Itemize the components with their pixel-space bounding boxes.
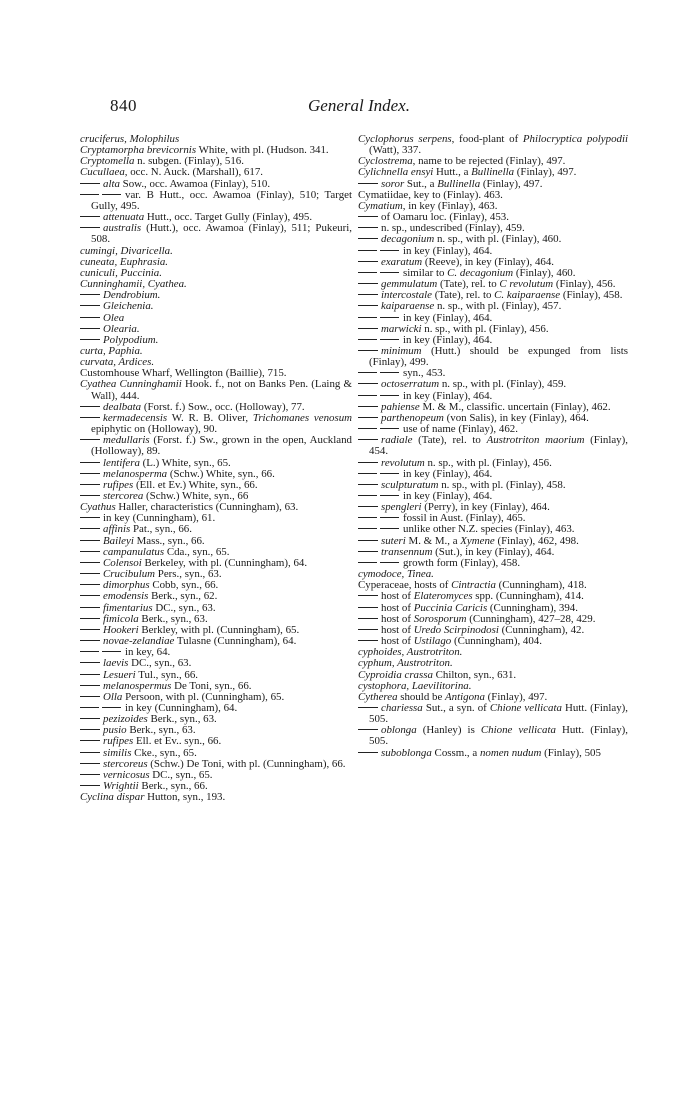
index-entry: host of Sorosporum (Cunningham), 427–28, 429.: [358, 614, 628, 625]
index-entry: Colensoi Berkeley, with pl. (Cunningham), 64.: [80, 558, 352, 569]
index-entry: melanospermus De Toni, syn., 66.: [80, 681, 352, 692]
index-entry: similis Cke., syn., 65.: [80, 748, 352, 759]
index-entry: emodensis Berk., syn., 62.: [80, 591, 352, 602]
index-entry: affinis Pat., syn., 66.: [80, 524, 352, 535]
index-entry: in key (Finlay), 464.: [358, 491, 628, 502]
index-entry: in key (Finlay), 464.: [358, 246, 628, 257]
index-entry: alta Sow., occ. Awamoa (Finlay), 510.: [80, 179, 352, 190]
index-entry: cuneata, Euphrasia.: [80, 255, 169, 268]
index-entry: Cyathus Haller, characteristics (Cunningham), 63.: [80, 501, 299, 514]
index-entry: cymodoce, Tinea.: [358, 568, 434, 581]
index-entry: stercorea (Schw.) White, syn., 66: [80, 491, 352, 502]
index-entry: gemmulatum (Tate), rel. to C revolutum (Finlay), 456.: [358, 279, 628, 290]
index-entry: sculpturatum n. sp., with pl. (Finlay), 458.: [358, 480, 628, 491]
index-entry: Cyproidia crassa Chilton, syn., 631.: [358, 668, 517, 681]
index-entry: Cyathea Cunninghamii Hook. f., not on Banks Pen. (Laing & Wall), 444.: [80, 378, 353, 402]
index-entry: host of Elateromyces spp. (Cunningham), 414.: [358, 591, 628, 602]
index-entry: rufipes Ell. et Ev.. syn., 66.: [80, 736, 352, 747]
index-entry: radiale (Tate), rel. to Austrotriton maorium (Finlay), 454.: [358, 435, 628, 457]
index-entry: use of name (Finlay), 462.: [358, 424, 628, 435]
index-entry: medullaris (Forst. f.) Sw., grown in the open, Auckland (Holloway), 89.: [80, 435, 352, 457]
index-entry: var. B Hutt., occ. Awamoa (Finlay), 510; Target Gully, 495.: [80, 190, 352, 212]
index-entry: Olearia.: [80, 324, 352, 335]
index-entry: fimentarius DC., syn., 63.: [80, 603, 352, 614]
index-entry: lentifera (L.) White, syn., 65.: [80, 458, 352, 469]
index-entry: octoserratum n. sp., with pl. (Finlay), 459.: [358, 379, 628, 390]
index-entry: host of Puccinia Caricis (Cunningham), 394.: [358, 603, 628, 614]
index-entry: minimum (Hutt.) should be expunged from lists (Finlay), 499.: [358, 346, 628, 368]
index-entry: suteri M. & M., a Xymene (Finlay), 462, 498.: [358, 536, 628, 547]
index-entry: Cyclostrema, name to be rejected (Finlay), 497.: [358, 155, 566, 168]
index-entry: transennum (Sut.), in key (Finlay), 464.: [358, 547, 628, 558]
index-entry: spengleri (Perry), in key (Finlay), 464.: [358, 502, 628, 513]
index-entry: dealbata (Forst. f.) Sow., occ. (Holloway), 77.: [80, 402, 352, 413]
index-column-left: [80, 134, 352, 803]
index-entry: n. sp., undescribed (Finlay), 459.: [358, 223, 628, 234]
index-entry: campanulatus Cda., syn., 65.: [80, 547, 352, 558]
index-entry: unlike other N.Z. species (Finlay), 463.: [358, 524, 628, 535]
index-entry: pezizoides Berk., syn., 63.: [80, 714, 352, 725]
page-header: [110, 96, 590, 118]
index-entry: Cucullaea, occ. N. Auck. (Marshall), 617.: [80, 166, 263, 179]
index-entry: growth form (Finlay), 458.: [358, 558, 628, 569]
index-entry: oblonga (Hanley) is Chione vellicata Hutt. (Finlay), 505.: [358, 725, 628, 747]
index-entry: cruciferus, Molophilus: [80, 133, 180, 145]
index-entry: pahiense M. & M., classific. uncertain (Finlay), 462.: [358, 402, 628, 413]
index-entry: Dendrobium.: [80, 290, 352, 301]
index-entry: Hookeri Berkley, with pl. (Cunningham), 65.: [80, 625, 352, 636]
index-entry: curta, Paphia.: [80, 344, 143, 357]
index-entry: Customhouse Wharf, Wellington (Baillie), 715.: [80, 367, 287, 380]
index-entry: Cyclophorus serpens, food-plant of Philocryptica polypodii (Watt), 337.: [358, 133, 629, 157]
index-entry: laevis DC., syn., 63.: [80, 658, 352, 669]
index-entry: Cylichnella ensyi Hutt., a Bullinella (Finlay), 497.: [358, 166, 577, 179]
index-entry: in key, 64.: [80, 647, 352, 658]
index-entry: Cymatiidae, key to (Finlay). 463.: [358, 188, 503, 201]
index-entry: stercoreus (Schw.) De Toni, with pl. (Cunningham), 66.: [80, 759, 352, 770]
index-entry: Cyperaceae, hosts of Cintractia (Cunningham), 418.: [358, 579, 587, 592]
index-entry: host of Uredo Scirpinodosi (Cunningham), 42.: [358, 625, 628, 636]
index-entry: host of Ustilago (Cunningham), 404.: [358, 636, 628, 647]
index-entry: cystophora, Laevilitorina.: [358, 679, 472, 692]
page-number: 840: [110, 96, 137, 115]
index-entry: Gleichenia.: [80, 301, 352, 312]
index-entry: similar to C. decagonium (Finlay), 460.: [358, 268, 628, 279]
index-entry: revolutum n. sp., with pl. (Finlay), 456.: [358, 458, 628, 469]
index-entry: syn., 453.: [358, 368, 628, 379]
index-entry: vernicosus DC., syn., 65.: [80, 770, 352, 781]
index-entry: Cytherea should be Antigona (Finlay), 497.: [358, 690, 548, 703]
index-entry: Baileyi Mass., syn., 66.: [80, 536, 352, 547]
index-entry: Olea: [80, 313, 352, 324]
index-entry: Olla Persoon, with pl. (Cunningham), 65.: [80, 692, 352, 703]
index-entry: cumingi, Divaricella.: [80, 244, 173, 257]
index-entry: novae-zelandiae Tulasne (Cunningham), 64.: [80, 636, 352, 647]
index-entry: Cryptamorpha brevicornis White, with pl. (Hudson. 341.: [80, 144, 329, 157]
index-entry: exaratum (Reeve), in key (Finlay), 464.: [358, 257, 628, 268]
index-entry: fimicola Berk., syn., 63.: [80, 614, 352, 625]
index-entry: suboblonga Cossm., a nomen nudum (Finlay), 505: [358, 748, 628, 759]
index-column-right: [358, 134, 628, 759]
index-entry: in key (Finlay), 464.: [358, 469, 628, 480]
index-entry: intercostale (Tate), rel. to C. kaiparaense (Finlay), 458.: [358, 290, 628, 301]
index-entry: Cunninghamii, Cyathea.: [80, 278, 187, 291]
index-entry: of Oamaru loc. (Finlay), 453.: [358, 212, 628, 223]
index-entry: parthenopeum (von Salis), in key (Finlay), 464.: [358, 413, 628, 424]
index-entry: in key (Finlay), 464.: [358, 335, 628, 346]
index-entry: Wrightii Berk., syn., 66.: [80, 781, 352, 792]
index-entry: cuniculi, Puccinia.: [80, 266, 162, 279]
index-entry: Crucibulum Pers., syn., 63.: [80, 569, 352, 580]
index-entry: marwicki n. sp., with pl. (Finlay), 456.: [358, 324, 628, 335]
index-entry: Cymatium, in key (Finlay), 463.: [358, 199, 498, 212]
index-entry: kermadecensis W. R. B. Oliver, Trichomanes venosum epiphytic on (Holloway), 90.: [80, 413, 352, 435]
index-entry: chariessa Sut., a syn. of Chione vellicata Hutt. (Finlay), 505.: [358, 703, 628, 725]
index-entry: dimorphus Cobb, syn., 66.: [80, 580, 352, 591]
index-entry: fossil in Aust. (Finlay), 465.: [358, 513, 628, 524]
index-entry: Polypodium.: [80, 335, 352, 346]
index-entry: kaiparaense n. sp., with pl. (Finlay), 457.: [358, 301, 628, 312]
index-entry: decagonium n. sp., with pl. (Finlay), 460.: [358, 234, 628, 245]
index-entry: cyphoides, Austrotriton.: [358, 646, 463, 659]
index-entry: Lesueri Tul., syn., 66.: [80, 670, 352, 681]
page-title: General Index.: [308, 96, 410, 115]
index-entry: cyphum, Austrotriton.: [358, 657, 453, 670]
index-entry: in key (Cunningham), 64.: [80, 703, 352, 714]
index-entry: curvata, Ardices.: [80, 356, 155, 369]
index-entry: pusio Berk., syn., 63.: [80, 725, 352, 736]
index-entry: in key (Finlay), 464.: [358, 391, 628, 402]
index-entry: attenuata Hutt., occ. Target Gully (Finlay), 495.: [80, 212, 352, 223]
index-entry: rufipes (Ell. et Ev.) White, syn., 66.: [80, 480, 352, 491]
index-entry: soror Sut., a Bullinella (Finlay), 497.: [358, 179, 628, 190]
index-entry: melanosperma (Schw.) White, syn., 66.: [80, 469, 352, 480]
index-entry: Cryptomella n. subgen. (Finlay), 516.: [80, 155, 244, 168]
index-entry: in key (Finlay), 464.: [358, 313, 628, 324]
index-entry: Cyclina dispar Hutton, syn., 193.: [80, 791, 226, 804]
index-entry: australis (Hutt.), occ. Awamoa (Finlay), 511; Pukeuri, 508.: [80, 223, 352, 245]
index-entry: in key (Cunningham), 61.: [80, 513, 352, 524]
